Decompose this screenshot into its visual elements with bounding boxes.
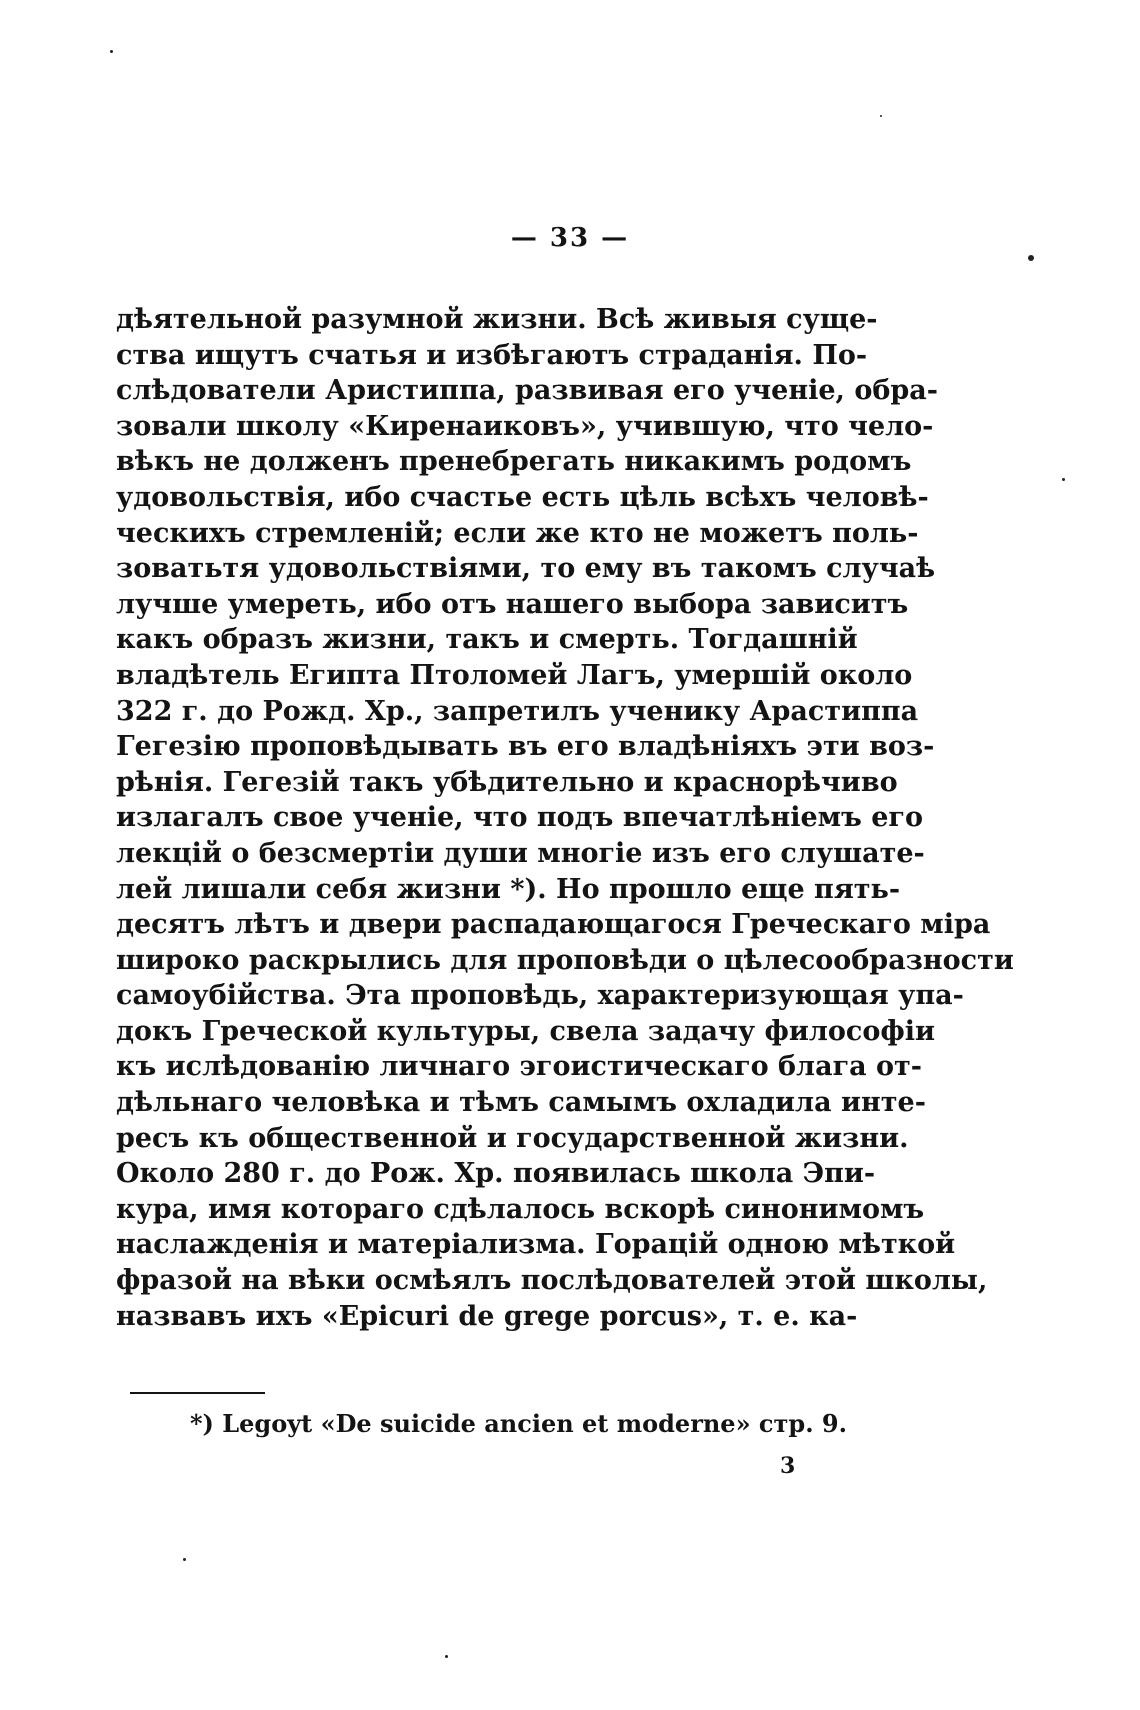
text-line: владѣтель Египта Птоломей Лагъ, умершій около [116,659,913,691]
scan-speck [110,50,113,53]
text-line: излагалъ свое ученіе, что подъ впечатлѣніемъ его [116,802,923,834]
signature-mark: 3 [780,1453,796,1479]
scan-speck [445,1655,448,1658]
text-line: ресъ къ общественной и государственной жизни. [116,1122,909,1154]
footnote: *) Legoyt «De suicide ancien et moderne» стр. 9. [190,1409,847,1438]
text-line: лекцій о безсмертіи души многіе изъ его слушате- [116,837,925,869]
text-line: зовали школу «Киренаиковъ», учившую, что чело- [116,410,934,442]
text-line: дѣятельной разумной жизни. Всѣ живыя суще- [116,304,878,335]
text-line: зоватьтя удовольствіями, то ему въ такомъ случаѣ [116,553,936,585]
page-number: — 33 — [510,223,630,253]
text-line: докъ Греческой культуры, свела задачу философіи [116,1015,936,1047]
text-line: 322 г. до Рожд. Хр., запретилъ ученику Арастиппа [116,695,919,727]
text-line: Около 280 г. до Рож. Хр. появилась школа Эпи- [116,1158,876,1190]
text-line: широко раскрылись для проповѣди о цѣлесообразности [116,944,1014,976]
body-text [116,302,1014,1334]
text-line: ства ищутъ счатья и избѣгаютъ страданія. По- [116,339,868,371]
text-line: кура, имя котораго сдѣлалось вскорѣ синонимомъ [116,1193,925,1225]
scan-speck [1062,478,1065,481]
text-line: удовольствія, ибо счастье есть цѣль всѣхъ человѣ- [116,481,929,513]
text-line: самоубійства. Эта проповѣдь, характеризующая упа- [116,980,964,1012]
text-line: лей лишали себя жизни *). Но прошло еще пять- [116,873,901,905]
text-line: Гегезію проповѣдывать въ его владѣніяхъ эти воз- [116,731,935,763]
scan-speck [880,115,882,117]
text-line: назвавъ ихъ «Epicuri de grege porcus», т. е. ка- [116,1300,858,1332]
footnote-divider [130,1392,265,1394]
text-line: какъ образъ жизни, такъ и смерть. Тогдашній [116,624,858,656]
text-line: ческихъ стремленій; если же кто не можетъ поль- [116,517,919,549]
text-line: лучше умереть, ибо отъ нашего выбора зависитъ [116,588,909,620]
text-line: рѣнія. Гегезій такъ убѣдительно и краснорѣчиво [116,766,898,798]
text-line: слѣдователи Аристиппа, развивая его ученіе, обра- [116,375,938,407]
text-line: къ ислѣдованію личнаго эгоистическаго блага от- [116,1051,922,1083]
text-line: наслажденія и матеріализма. Горацій одною мѣткой [116,1229,956,1261]
scan-speck [183,1558,186,1561]
text-line: дѣльнаго человѣка и тѣмъ самымъ охладила инте- [116,1087,926,1119]
text-line: десятъ лѣтъ и двери распадающагося Греческаго міра [116,909,991,941]
scan-speck [1028,255,1034,261]
text-line: вѣкъ не долженъ пренебрегать никакимъ родомъ [116,446,912,478]
text-line: фразой на вѣки осмѣялъ послѣдователей этой школы, [116,1265,988,1297]
